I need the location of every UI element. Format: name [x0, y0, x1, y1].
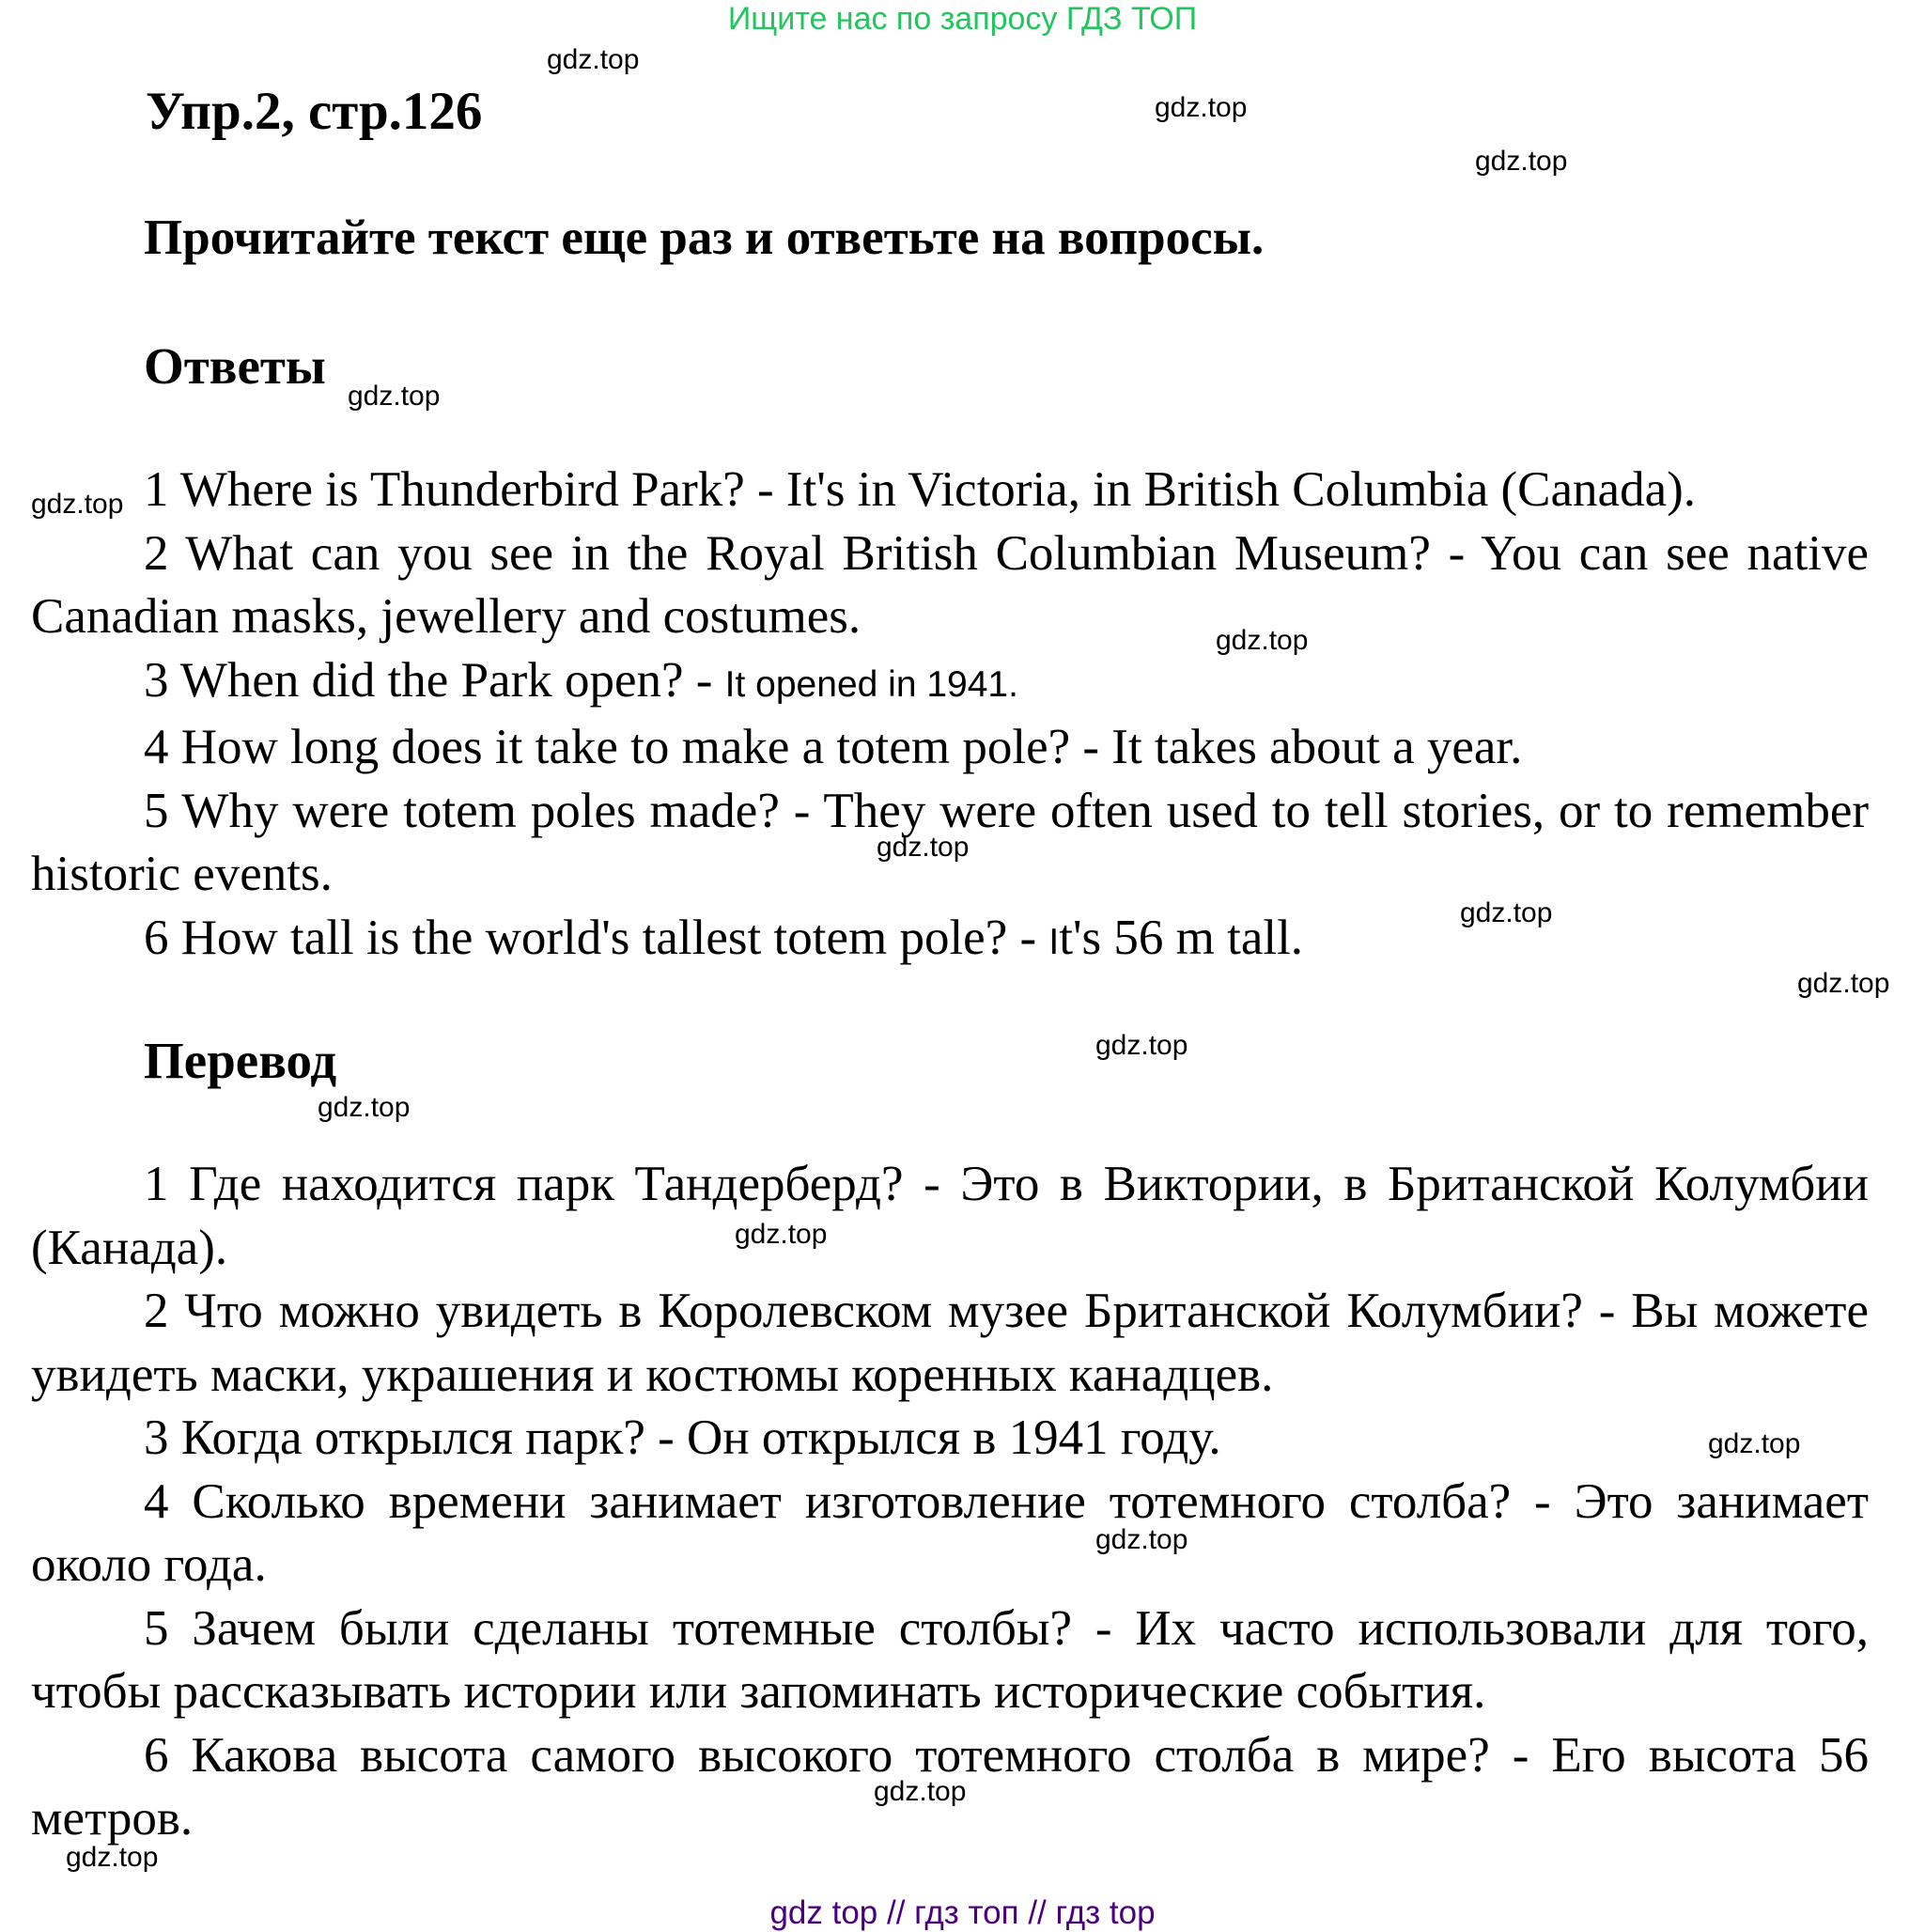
translation-item: 4 Сколько времени занимает изготовление тотемного столба? - Это занимает около года. [31, 1473, 1869, 1592]
watermark: gdz.top [66, 1842, 159, 1873]
answer-item: 3 When did the Park open? - It opened in 1941. [144, 652, 1018, 708]
translation-item: 2 Что можно увидеть в Королевском музее Британской Колумбии? - Вы можете увидеть маски, украшения и костюмы коренных канадцев. [31, 1284, 1869, 1402]
watermark: gdz.top [1475, 146, 1568, 177]
answer-item: 1 Where is Thunderbird Park? - It's in Victoria, in British Columbia (Canada). [144, 462, 1696, 517]
watermark: gdz.top [1708, 1428, 1801, 1459]
exercise-title: Упр.2, стр.126 [146, 82, 483, 141]
answers-list [31, 459, 1869, 974]
translation-item: 3 Когда открылся парк? - Он открылся в 1941 году. [144, 1410, 1221, 1465]
watermark: gdz.top [348, 381, 441, 412]
watermark: gdz.top [877, 832, 970, 863]
watermark: gdz.top [547, 44, 640, 75]
watermark: gdz.top [1095, 1524, 1188, 1555]
watermark: gdz.top [735, 1219, 828, 1250]
translation-item: 5 Зачем были сделаны тотемные столбы? - Их часто использовали для того, чтобы рассказывать истории или запоминать исторические события. [31, 1600, 1869, 1719]
watermark: gdz.top [1460, 897, 1553, 928]
answers-heading: Ответы [144, 337, 326, 395]
top-banner: Ищите нас по запросу ГДЗ ТОП [727, 1, 1198, 37]
translation-heading: Перевод [144, 1032, 337, 1089]
translation-item: 6 Какова высота самого высокого тотемного столба в мире? - Его высота 56 метров. [31, 1727, 1869, 1846]
task-instruction: Прочитайте текст еще раз и ответьте на вопросы. [144, 210, 1265, 265]
watermark: gdz.top [874, 1776, 967, 1807]
answer-item: 4 How long does it take to make a totem pole? - It takes about a year. [144, 720, 1523, 774]
watermark: gdz.top [1797, 968, 1890, 999]
footer-watermark: gdz top // гдз топ // гдз top [769, 1894, 1156, 1931]
watermark: gdz.top [1095, 1030, 1188, 1061]
translation-item: 1 Где находится парк Тандерберд? - Это в Виктории, в Британской Колумбии (Канада). [31, 1157, 1869, 1275]
watermark: gdz.top [1155, 92, 1248, 123]
answer-item: 5 Why were totem poles made? - They were often used to tell stories, or to remember historic events. [31, 783, 1869, 901]
answer-item: 2 What can you see in the Royal British Columbian Museum? - You can see native Canadian masks, jewellery and costumes. [31, 525, 1869, 644]
watermark: gdz.top [31, 489, 124, 520]
translation-list [31, 1153, 1869, 1851]
watermark: gdz.top [318, 1092, 411, 1123]
answer-item: 6 How tall is the world's tallest totem pole? - It's 56 m tall. [144, 910, 1304, 965]
watermark: gdz.top [1216, 625, 1309, 656]
